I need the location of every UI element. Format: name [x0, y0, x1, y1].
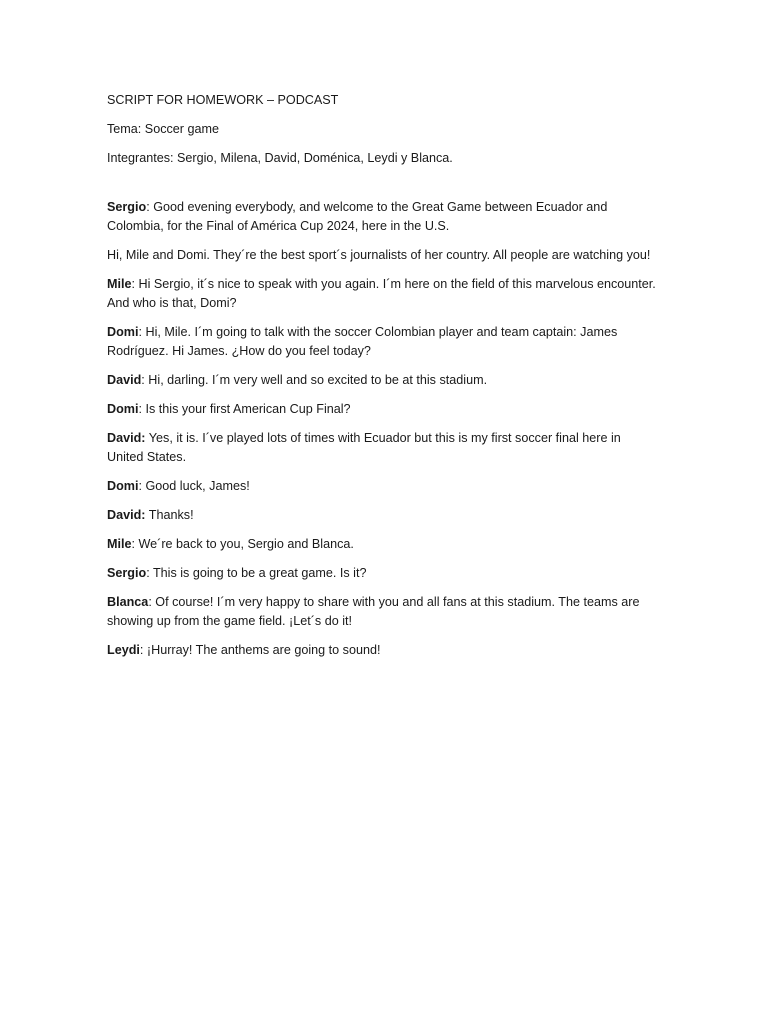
dialogue-line — [107, 535, 659, 554]
dialogue-line — [107, 275, 659, 313]
dialogue-line — [107, 564, 659, 583]
dialogue-text: : ¡Hurray! The anthems are going to sound! — [139, 643, 381, 657]
dialogue-text: : Is this your first American Cup Final? — [138, 402, 351, 416]
dialogue-line — [107, 400, 659, 419]
speaker-name: David: — [107, 431, 146, 445]
dialogue-line — [107, 593, 659, 631]
dialogue-line — [107, 477, 659, 496]
dialogue-text: : We´re back to you, Sergio and Blanca. — [131, 537, 354, 551]
members-line: Integrantes: Sergio, Milena, David, Doménica, Leydi y Blanca. — [107, 151, 453, 165]
speaker-name: Sergio — [107, 200, 147, 214]
speaker-name: David: — [107, 508, 146, 522]
dialogue-text: : Good luck, James! — [138, 479, 250, 493]
spacer — [107, 178, 659, 198]
dialogue-text: : Of course! I´m very happy to share with you and all fans at this stadium. The teams are showing up from the game field. ¡Let´s do it! — [107, 595, 640, 628]
speaker-name: Mile — [107, 537, 132, 551]
speaker-name: Mile — [107, 277, 132, 291]
dialogue-line — [107, 506, 659, 525]
dialogue-text: Hi, Mile and Domi. They´re the best sport´s journalists of her country. All people are watching you! — [107, 248, 651, 262]
dialogue-line — [107, 323, 659, 361]
dialogue-line — [107, 429, 659, 467]
dialogue-text: Thanks! — [145, 508, 194, 522]
dialogue-text: : Hi, Mile. I´m going to talk with the soccer Colombian player and team captain: James Rodríguez. Hi James. ¿How do you feel today? — [107, 325, 618, 358]
dialogue-text: : Hi, darling. I´m very well and so excited to be at this stadium. — [141, 373, 488, 387]
speaker-name: Blanca — [107, 595, 149, 609]
document-title: SCRIPT FOR HOMEWORK – PODCAST — [107, 93, 339, 107]
speaker-name: Domi — [107, 479, 139, 493]
dialogue-text: : Good evening everybody, and welcome to the Great Game between Ecuador and Colombia, for the Final of América Cup 2024, here in the U.S. — [107, 200, 608, 233]
speaker-name: Domi — [107, 402, 139, 416]
dialogue-line — [107, 246, 659, 265]
speaker-name: Domi — [107, 325, 139, 339]
speaker-name: Sergio — [107, 566, 147, 580]
dialogue-text: Yes, it is. I´ve played lots of times with Ecuador but this is my first soccer final here in United States. — [107, 431, 621, 464]
dialogue-text: : Hi Sergio, it´s nice to speak with you again. I´m here on the field of this marvelous encounter. And who is that, Domi? — [107, 277, 656, 310]
document-body — [107, 91, 659, 670]
topic-line: Tema: Soccer game — [107, 122, 219, 136]
speaker-name: Leydi — [107, 643, 140, 657]
speaker-name: David — [107, 373, 142, 387]
dialogue-line — [107, 641, 659, 660]
dialogue-line — [107, 198, 659, 236]
dialogue-line — [107, 371, 659, 390]
dialogue-text: : This is going to be a great game. Is it? — [146, 566, 367, 580]
